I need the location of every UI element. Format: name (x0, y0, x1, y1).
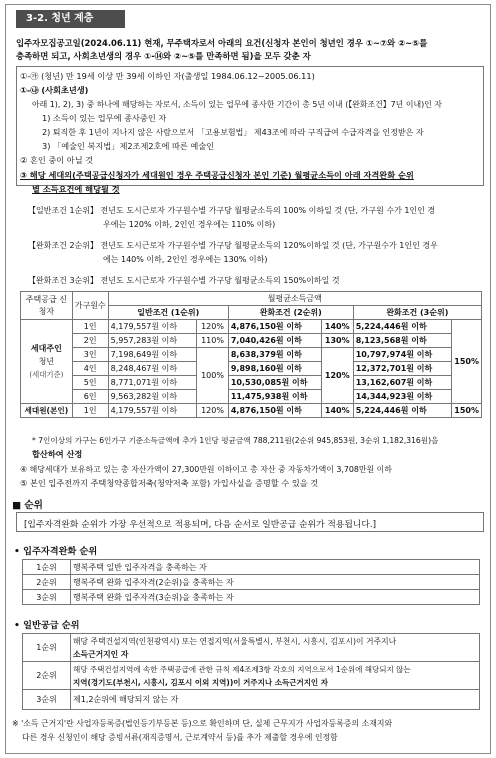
cond3-value: 5,224,446원 이하 (353, 320, 452, 334)
table-row (21, 376, 482, 390)
cond2-line-2: 에는 140% 이하, 2인인 경우에는 130% 이하) (103, 255, 268, 264)
priority-table-1 (22, 559, 480, 605)
header-income: 월평균소득금액 (108, 292, 481, 306)
priority-table-2 (22, 633, 480, 710)
rank-desc-line-2: 소득근거지인 자 (73, 649, 129, 659)
note-7-members-line-2: 합산하여 산정 (32, 449, 83, 459)
group-head-line-2: 청년 (38, 357, 55, 366)
cond2-value: 10,530,085원 이하 (228, 376, 321, 390)
rank-cell: 2순위 (23, 662, 71, 690)
members-cell: 2인 (72, 334, 108, 348)
income-table (20, 291, 482, 418)
table-row (23, 575, 480, 590)
group-member: 세대원(본인) (21, 404, 73, 418)
table-row (23, 662, 480, 690)
rank-desc-line-1: 해당 주택건설지역(인천광역시) 또는 연접지역(서울특별시, 부천시, 시흥시, 김포시)이 거주지나 (73, 636, 397, 646)
rank-desc: 제1,2순위에 해당되지 않는 자 (71, 690, 480, 710)
cond1-line-1: 【일반조건 1순위】 전년도 도시근로자 가구원수별 가구당 월평균소득의 100% 이하일 것 (단, 가구원 수가 1인인 경 (28, 206, 436, 215)
table-row (23, 634, 480, 662)
cond2-value: 4,876,150원 이하 (228, 404, 321, 418)
cond3-pct: 150% (452, 404, 482, 418)
rank-sub-2: • 일반공급 순위 (14, 620, 80, 631)
header-cond2: 완화조건 (2순위) (228, 306, 353, 320)
members-cell: 1인 (72, 404, 108, 418)
req1-starter-title: ①-㉯ (사회초년생) (20, 85, 89, 95)
cond2-line-1: 【완화조건 2순위】 전년도 도시근로자 가구원수별 가구당 월평균소득의 120%이하일 것 (단, 가구원수가 1인인 경우 (28, 241, 438, 250)
rank-desc-line-1: 해당 주택건설지역에 속한 주택공급에 관한 규칙 제4조제3항 각호의 지역으로서 1순위에 해당되지 않는 (73, 664, 411, 674)
members-cell: 3인 (72, 348, 108, 362)
rank-desc (71, 634, 480, 662)
cond1-value: 5,957,283원 이하 (108, 334, 197, 348)
rank-cell: 3순위 (23, 590, 71, 605)
cond2-value: 9,898,160원 이하 (228, 362, 321, 376)
cond1-value: 7,198,649원 이하 (108, 348, 197, 362)
members-cell: 6인 (72, 390, 108, 404)
req1-starter-item-1: 1) 소득이 있는 업무에 종사중인 자 (42, 113, 167, 123)
members-cell: 5인 (72, 376, 108, 390)
cond3-value: 10,797,974원 이하 (353, 348, 452, 362)
cond3-value: 8,123,568원 이하 (353, 334, 452, 348)
rank-sub-1: • 입주자격완화 순위 (14, 546, 98, 557)
group-head (21, 320, 73, 404)
requirement-1-box (16, 66, 484, 186)
req3-line-2: 별 소득요건에 해당될 것 (32, 184, 120, 194)
cond3-value: 13,162,607원 이하 (353, 376, 452, 390)
cond1-pct: 120% (197, 404, 229, 418)
header-cond1: 일반조건 (1순위) (108, 306, 228, 320)
rank-desc: 행복주택 일반 입주자격을 충족하는 자 (71, 560, 480, 575)
table-row (21, 390, 482, 404)
cond1-line-2: 우에는 120% 이하, 2인인 경우에는 110% 이하) (103, 220, 276, 229)
table-row (21, 404, 482, 418)
table-row (23, 560, 480, 575)
footnote-line-1: ※ '소득 근거지'란 사업자등록증(법인등기부등본 등)으로 확인하며 단, 실제 근무지가 사업자등록증의 소재지와 (12, 719, 393, 728)
table-row (23, 690, 480, 710)
cond3: 【완화조건 3순위】 전년도 도시근로자 가구원수별 가구당 월평균소득의 150%이하일 것 (28, 276, 340, 285)
cond2-value: 7,040,426원 이하 (228, 334, 321, 348)
cond2-pct: 140% (321, 404, 353, 418)
cond1-pct: 120% (197, 320, 229, 334)
cond1-value: 9,563,282원 이하 (108, 390, 197, 404)
header-supply: 주택공급 신청자 (21, 292, 73, 320)
cond1-pct-merged: 100% (197, 348, 229, 404)
req1-youth: ①-㉮ (청년) 만 19세 이상 만 39세 이하인 자(출생일 1984.06.12~2005.06.11) (20, 71, 315, 81)
rank-cell: 1순위 (23, 634, 71, 662)
header-cond3: 완화조건 (3순위) (353, 306, 481, 320)
members-cell: 4인 (72, 362, 108, 376)
intro-line-1: 입주자모집공고일(2024.06.11) 현재, 무주택자로서 아래의 요건(신청자 본인이 청년인 경우 ①~⑦와 ②~⑤를 (16, 38, 428, 48)
cond2-pct: 140% (321, 320, 353, 334)
rank-cell: 2순위 (23, 575, 71, 590)
rank-desc: 행복주택 완화 입주자격(3순위)을 충족하는 자 (71, 590, 480, 605)
table-row (21, 320, 482, 334)
cond1-value: 4,179,557원 이하 (108, 320, 197, 334)
header-members: 가구원수 (72, 292, 108, 320)
cond1-value: 8,248,467원 이하 (108, 362, 197, 376)
table-row (21, 334, 482, 348)
group-head-line-1: 세대주인 (30, 344, 62, 353)
cond3-pct-merged: 150% (452, 320, 482, 404)
rank-cell: 1순위 (23, 560, 71, 575)
group-head-line-3: (세대기준) (29, 370, 64, 379)
cond2-pct: 130% (321, 334, 353, 348)
cond2-value: 4,876,150원 이하 (228, 320, 321, 334)
rank-desc-line-2: 지역(경기도(부천시, 시흥시, 김포시 이외 지역))이 거주지나 소득근거지인 자 (73, 677, 329, 687)
req3-line-1: ③ 해당 세대의(주택공급신청자가 세대원인 경우 주택공급신청자 본인 기준) 월평균소득이 아래 자격완화 순위 (20, 170, 414, 180)
note-7-members-line-1: * 7인이상의 가구는 6인가구 기준소득금액에 추가 1인당 평균금액 788,211원(2순위 945,853원, 3순위 1,182,316원)을 (32, 436, 439, 445)
table-row (23, 590, 480, 605)
cond1-pct: 110% (197, 334, 229, 348)
rank-note: [입주자격완화 순위가 가장 우선적으로 적용되며, 다음 순서로 일반공급 순위가 적용됩니다.] (24, 520, 377, 530)
req1-starter-item-3: 3) 「예술인 복지법」제2조제2호에 따른 예술인 (42, 141, 215, 151)
cond3-value: 14,344,923원 이하 (353, 390, 452, 404)
cond2-value: 8,638,379원 이하 (228, 348, 321, 362)
cond3-value: 12,372,701원 이하 (353, 362, 452, 376)
footnote-line-2: 다른 경우 신청인이 해당 증빙서류(재직증명서, 근로계약서 등)를 추가 제출할 경우에 인정함 (22, 733, 338, 742)
cond1-value: 4,179,557원 이하 (108, 404, 197, 418)
table-row (21, 362, 482, 376)
cond1-value: 8,771,071원 이하 (108, 376, 197, 390)
section-title: 3-2. 청년 계층 (16, 10, 125, 28)
rank-desc: 행복주택 완화 입주자격(2순위)을 충족하는 자 (71, 575, 480, 590)
req2: ② 혼인 중이 아닐 것 (20, 155, 94, 165)
req1-starter-desc: 아래 1), 2), 3) 중 하나에 해당하는 자로서, 소득이 있는 업무에 종사한 기간이 총 5년 이내 (【완화조건】7년 이내)인 자 (32, 100, 442, 109)
members-cell: 1인 (72, 320, 108, 334)
req1-starter-item-2: 2) 퇴직한 후 1년이 지나지 않은 사람으로서 「고용보험법」 제43조에 따라 구직급여 수급자격을 인정받은 자 (42, 128, 424, 137)
cond3-value: 5,224,446원 이하 (353, 404, 452, 418)
cond2-pct-merged: 120% (321, 348, 353, 404)
req5: ⑤ 본인 입주전까지 주택청약종합저축(청약저축 포함) 가입사실을 증명할 수 있을 것 (20, 478, 319, 488)
cond2-value: 11,475,938원 이하 (228, 390, 321, 404)
intro-line-2: 충족하면 되고, 사회초년생의 경우 ①-⑭와 ②~⑤를 만족하면 됨)을 모두 갖춘 자 (16, 51, 311, 61)
rank-cell: 3순위 (23, 690, 71, 710)
rank-heading: ■ 순위 (12, 500, 43, 511)
table-row (21, 348, 482, 362)
req4: ④ 해당세대가 보유하고 있는 총 자산가액이 27,300만원 이하이고 총 자산 중 자동차가액이 3,708만원 이하 (20, 465, 392, 474)
rank-desc (71, 662, 480, 690)
